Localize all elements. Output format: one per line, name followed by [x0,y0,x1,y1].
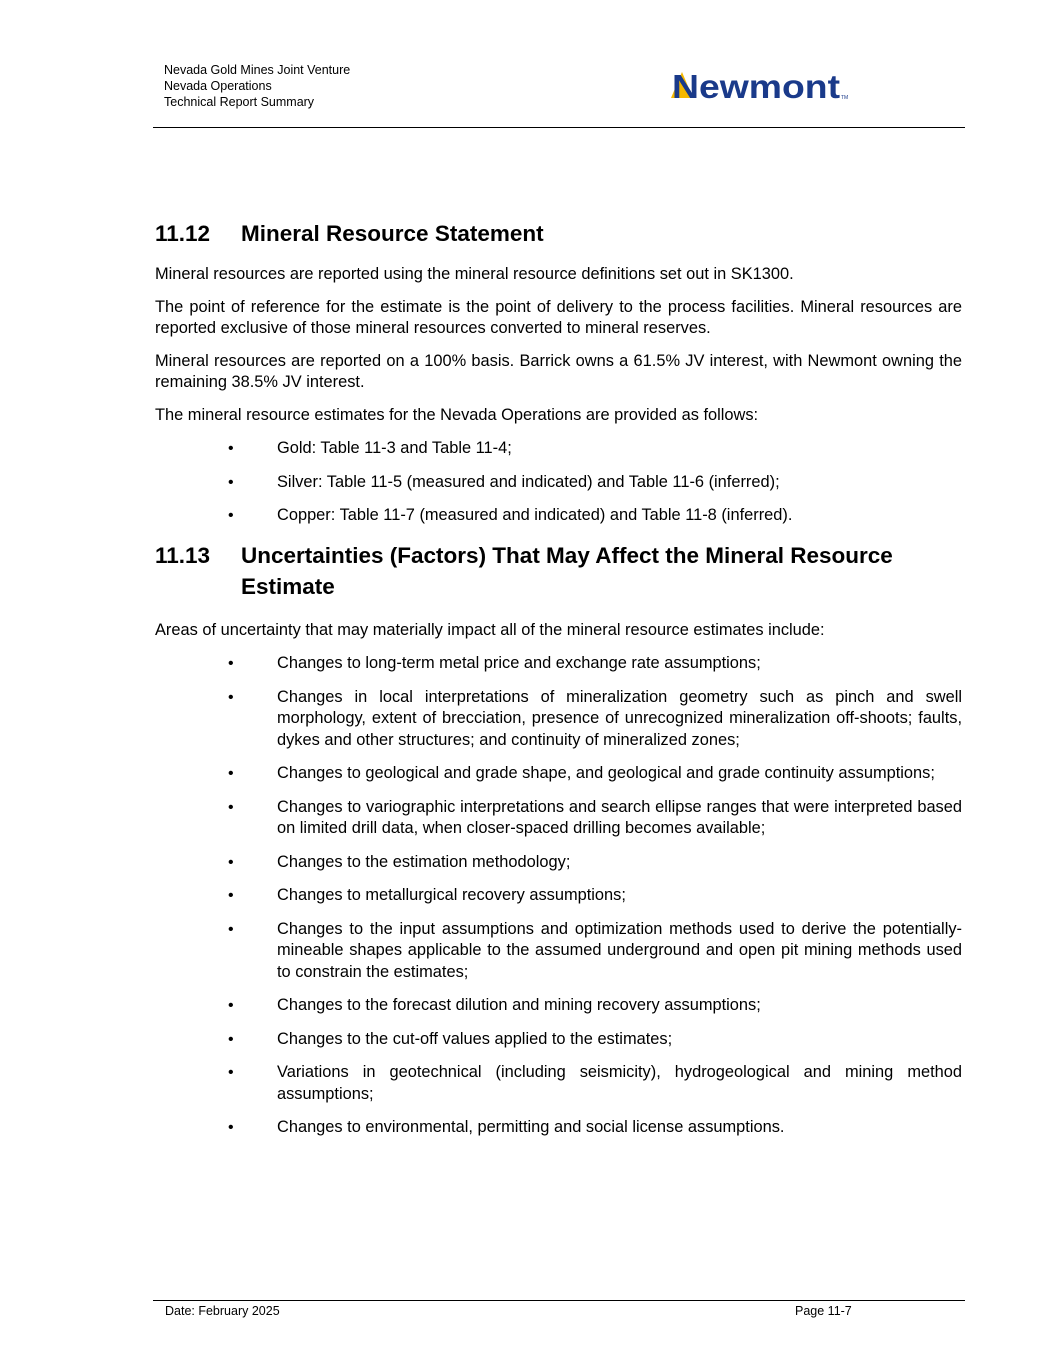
bullet-icon: • [228,1030,234,1048]
list-item: • Changes to the input assumptions and optimization methods used to derive the potentially-mineable shapes applicable to the assumed underground and open pit mining methods used to constrain the estimates; [228,919,962,981]
bullet-icon: • [228,507,234,524]
logo-trademark: TM [841,95,849,101]
logo-wordmark: Newmont [672,68,841,104]
bullet-icon: • [228,887,234,904]
page-body [155,218,962,1139]
list-item: • Variations in geotechnical (including seismicity), hydrogeological and mining method assumptions; [228,1063,962,1103]
header-company: Nevada Gold Mines Joint Venture [164,63,351,77]
list-item: • Changes to geological and grade shape, and geological and grade continuity assumptions; [155,763,962,785]
list-item: • Changes to the forecast dilution and mining recovery assumptions; [155,995,962,1017]
paragraph: The mineral resource estimates for the Nevada Operations are provided as follows: [155,405,759,424]
newmont-logo [669,68,854,104]
section-number: 11.13 [155,542,211,568]
bullet-icon: • [228,688,234,706]
list-item: • Changes to long-term metal price and exchange rate assumptions; [155,653,962,675]
header-divider [153,127,965,128]
page-number: Page 11-7 [795,1304,852,1318]
bullet-icon: • [228,798,234,816]
footer-date: Date: February 2025 [165,1304,280,1318]
list-item: • Changes in local interpretations of mineralization geometry such as pinch and swell morphology, extent of brecciation, presence of unrecognized mineralization off-shoots; faults, dykes and other structures; and continuity of mineralized zones; [228,687,962,749]
bullet-icon: • [228,1119,234,1136]
footer-divider [153,1300,965,1301]
document-header [164,62,350,110]
list-item: • Changes to variographic interpretations and search ellipse ranges that were interpreted based on limited drill data, when closer-spaced drilling becomes available; [228,797,962,837]
section-heading-11-12 [155,218,962,249]
bullet-icon: • [228,1064,234,1081]
paragraph: Mineral resources are reported on a 100% basis. Barrick owns a 61.5% JV interest, with Newmont owning the remaining 38.5% JV interest. [155,351,962,391]
section-heading-11-13 [155,540,962,602]
list-item: • Changes to the cut-off values applied to the estimates; [155,1029,962,1051]
list-item: • Changes to metallurgical recovery assumptions; [155,885,962,907]
resource-tables-list [155,438,962,527]
list-item: • Changes to environmental, permitting and social license assumptions. [155,1117,962,1139]
list-item: • Gold: Table 11-3 and Table 11-4; [155,438,962,460]
list-item: • Changes to the estimation methodology; [155,852,962,874]
bullet-icon: • [228,853,234,871]
bullet-icon: • [228,920,234,938]
paragraph: The point of reference for the estimate is the point of delivery to the process facilities. Mineral resources are reported exclusive of those mineral resources converted to mineral reserves. [155,297,962,337]
bullet-icon: • [228,473,234,491]
paragraph: Mineral resources are reported using the mineral resource definitions set out in SK1300. [155,265,794,283]
bullet-icon: • [228,997,234,1014]
header-operations: Nevada Operations [164,79,272,93]
section-title: Uncertainties (Factors) That May Affect the Mineral Resource Estimate [241,542,893,599]
bullet-icon: • [228,655,234,672]
list-item: • Copper: Table 11-7 (measured and indicated) and Table 11-8 (inferred). [155,505,962,527]
section-number: 11.12 [155,221,211,246]
section-title: Mineral Resource Statement [241,221,544,246]
paragraph: Areas of uncertainty that may materially impact all of the mineral resource estimates include: [155,620,825,639]
header-report-type: Technical Report Summary [164,95,315,109]
bullet-icon: • [228,765,234,782]
bullet-icon: • [228,440,234,457]
uncertainty-list [155,653,962,1139]
list-item: • Silver: Table 11-5 (measured and indicated) and Table 11-6 (inferred); [155,472,962,494]
